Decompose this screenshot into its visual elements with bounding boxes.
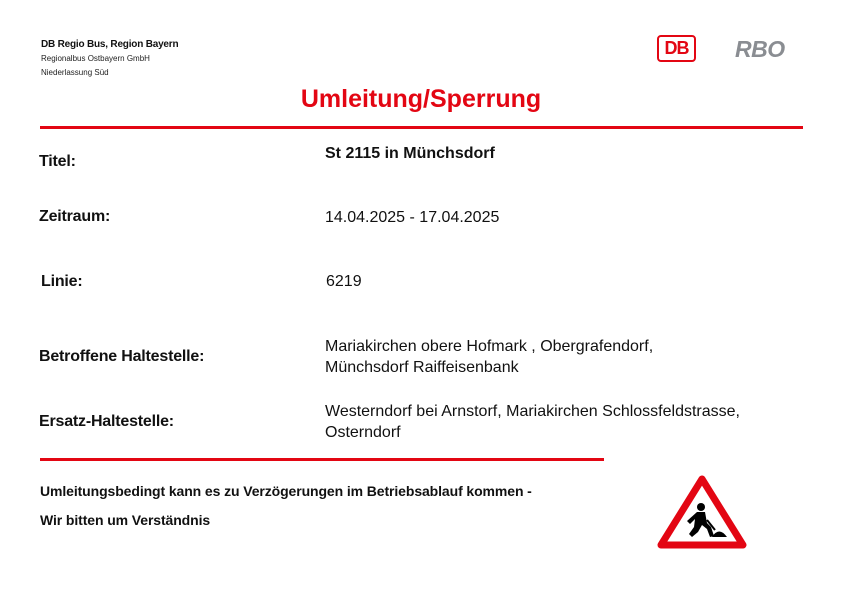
titel-label: Titel: (39, 153, 76, 170)
betroffene-label: Betroffene Haltestelle: (39, 348, 205, 365)
zeitraum-value: 14.04.2025 - 17.04.2025 (325, 209, 500, 226)
ersatz-label: Ersatz-Haltestelle: (39, 413, 174, 430)
rbo-logo: RBO (735, 36, 785, 62)
org-name: DB Regio Bus, Region Bayern (41, 39, 179, 50)
notice-line1: Umleitungsbedingt kann es zu Verzögerungen im Betriebsablauf kommen - (40, 483, 532, 499)
divider-bottom (40, 458, 604, 461)
zeitraum-label: Zeitraum: (39, 208, 111, 225)
org-branch: Niederlassung Süd (41, 68, 109, 77)
ersatz-value-line1: Westerndorf bei Arnstorf, Mariakirchen Schlossfeldstrasse, (325, 403, 740, 420)
db-logo: DB (657, 35, 696, 62)
page-title: Umleitung/Sperrung (300, 85, 542, 113)
notice-line2: Wir bitten um Verständnis (40, 512, 211, 528)
betroffene-value-line1: Mariakirchen obere Hofmark , Obergrafendorf, (325, 338, 654, 355)
linie-label: Linie: (41, 273, 83, 290)
ersatz-value-line2: Osterndorf (325, 424, 401, 441)
organization-block (41, 40, 178, 77)
betroffene-value-line2: Münchsdorf Raiffeisenbank (325, 359, 519, 376)
linie-value: 6219 (326, 273, 362, 290)
betroffene-value (325, 336, 653, 378)
roadworks-warning-icon (657, 474, 747, 550)
org-company: Regionalbus Ostbayern GmbH (41, 54, 150, 63)
titel-value: St 2115 in Münchsdorf (325, 145, 495, 162)
divider-top (40, 126, 803, 129)
ersatz-value (325, 401, 740, 443)
